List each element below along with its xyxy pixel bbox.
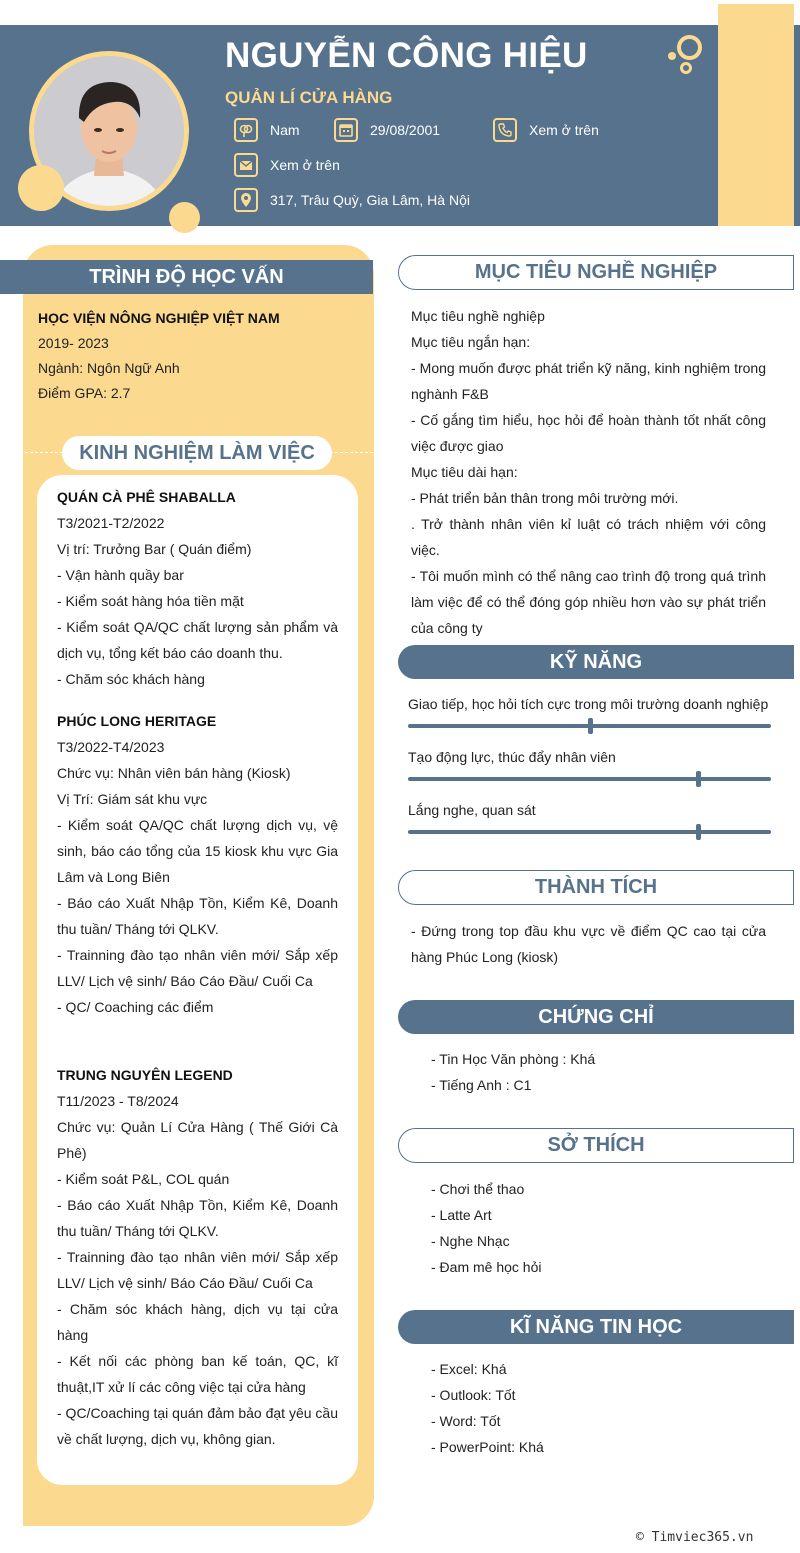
objective-line: Mục tiêu ngắn hạn: <box>411 334 531 350</box>
job-line: - Chăm sóc khách hàng, dịch vụ tại cửa hàng <box>57 1301 338 1343</box>
skill-label: Lắng nghe, quan sát <box>408 802 536 818</box>
it-skills-heading: KĨ NĂNG TIN HỌC <box>398 1310 794 1344</box>
skill-label: Giao tiếp, học hỏi tích cực trong môi trường doanh nghiệp <box>408 696 769 712</box>
job-line: - Kiểm soát P&L, COL quán <box>57 1171 230 1187</box>
job-line: - QC/Coaching tại quán đảm bảo đạt yêu cầu về chất lượng, dịch vụ, không gian. <box>57 1405 338 1447</box>
envelope-icon <box>234 153 258 177</box>
phone-icon <box>493 118 517 142</box>
job-line: - Báo cáo Xuất Nhập Tồn, Kiểm Kê, Doanh thu tuần/ Tháng tới QLKV. <box>57 1197 338 1239</box>
objective-section <box>411 303 766 641</box>
list-item: - PowerPoint: Khá <box>431 1439 544 1455</box>
hobbies-heading: SỞ THÍCH <box>398 1128 794 1163</box>
list-item: - Outlook: Tốt <box>431 1387 516 1403</box>
skill-bar <box>408 830 771 834</box>
job-period: T3/2022-T4/2023 <box>57 739 165 755</box>
list-item: - Word: Tốt <box>431 1413 501 1429</box>
job-line: - Kiểm soát QA/QC chất lượng sản phẩm và dịch vụ, tổng kết báo cáo doanh thu. <box>57 619 338 661</box>
list-item: - Đam mê học hỏi <box>431 1259 542 1275</box>
education-section <box>38 306 358 406</box>
email-info <box>234 153 340 177</box>
it-skills-list <box>431 1356 771 1460</box>
objective-line: - Phát triển bản thân trong môi trường mới. <box>411 490 679 506</box>
decorative-circle-small <box>169 202 200 233</box>
phone-info <box>493 118 599 142</box>
hobbies-list <box>431 1176 771 1280</box>
skill-level-marker <box>588 718 593 734</box>
job-line: - Kết nối các phòng ban kế toán, QC, kĩ thuật,IT xử lí các công việc tại cửa hàng <box>57 1353 338 1395</box>
job-line: Vị Trí: Giám sát khu vực <box>57 791 208 807</box>
header-accent-bar <box>718 4 794 226</box>
list-item: - Nghe Nhạc <box>431 1233 510 1249</box>
gender-icon <box>234 118 258 142</box>
job-company: QUÁN CÀ PHÊ SHABALLA <box>57 489 236 505</box>
decorative-ring <box>677 35 702 60</box>
location-pin-icon <box>234 188 258 212</box>
experience-job <box>57 1062 338 1452</box>
job-company: TRUNG NGUYÊN LEGEND <box>57 1067 233 1083</box>
birthday-info <box>334 118 440 142</box>
certificates-list <box>431 1046 771 1098</box>
job-line: - Trainning đào tạo nhân viên mới/ Sắp xếp LLV/ Lịch vệ sinh/ Báo Cáo Đầu/ Cuối Ca <box>57 1249 338 1291</box>
objective-line: - Tôi muốn mình có thể nâng cao trình độ trong quá trình làm việc để có thể đóng góp nhiều hơn vào sự phát triển của công ty <box>411 568 766 636</box>
objective-line: Mục tiêu nghề nghiệp <box>411 308 545 324</box>
job-period: T3/2021-T2/2022 <box>57 515 165 531</box>
list-item: - Chơi thể thao <box>431 1181 525 1197</box>
job-line: - Báo cáo Xuất Nhập Tồn, Kiểm Kê, Doanh thu tuần/ Tháng tới QLKV. <box>57 895 338 937</box>
address-info <box>234 188 470 212</box>
job-line: Chức vụ: Quản Lí Cửa Hàng ( Thế Giới Cà Phê) <box>57 1119 338 1161</box>
job-line: - Trainning đào tạo nhân viên mới/ Sắp xếp LLV/ Lịch vệ sinh/ Báo Cáo Đầu/ Cuối Ca <box>57 947 338 989</box>
job-line: - Chăm sóc khách hàng <box>57 671 205 687</box>
objective-line: Mục tiêu dài hạn: <box>411 464 518 480</box>
education-gpa: Điểm GPA: 2.7 <box>38 385 131 401</box>
decorative-ring-small <box>680 62 692 74</box>
calendar-icon <box>334 118 358 142</box>
job-company: PHÚC LONG HERITAGE <box>57 713 217 729</box>
job-line: Vị trí: Trưởng Bar ( Quán điểm) <box>57 541 252 557</box>
achievements-heading: THÀNH TÍCH <box>398 870 794 905</box>
address-value: 317, Trâu Quỳ, Gia Lâm, Hà Nội <box>270 192 470 208</box>
phone-value: Xem ở trên <box>529 122 599 138</box>
job-line: - Kiểm soát hàng hóa tiền mặt <box>57 593 244 609</box>
candidate-name: NGUYỄN CÔNG HIỆU <box>225 36 588 75</box>
job-line: Chức vụ: Nhân viên bán hàng (Kiosk) <box>57 765 291 781</box>
job-line: - Vận hành quầy bar <box>57 567 184 583</box>
gender-info <box>234 118 300 142</box>
certificates-heading: CHỨNG CHỈ <box>398 1000 794 1034</box>
job-line: - QC/ Coaching các điểm <box>57 999 214 1015</box>
candidate-job-title: QUẢN LÍ CỬA HÀNG <box>225 88 393 107</box>
objective-line: - Mong muốn được phát triển kỹ năng, kinh nghiệm trong nghành F&B <box>411 360 766 402</box>
education-years: 2019- 2023 <box>38 335 109 351</box>
objective-heading: MỤC TIÊU NGHỀ NGHIỆP <box>398 255 794 290</box>
birthday-value: 29/08/2001 <box>370 122 441 138</box>
experience-heading: KINH NGHIỆM LÀM VIỆC <box>62 436 332 470</box>
job-period: T11/2023 - T8/2024 <box>57 1093 179 1109</box>
decorative-circle-large <box>18 165 64 211</box>
list-item: - Tiếng Anh : C1 <box>431 1077 532 1093</box>
experience-job <box>57 484 338 692</box>
skill-bar <box>408 724 771 728</box>
decorative-dot <box>668 52 676 60</box>
skill-level-marker <box>696 824 701 840</box>
education-major: Ngành: Ngôn Ngữ Anh <box>38 360 180 376</box>
education-school: HỌC VIỆN NÔNG NGHIỆP VIỆT NAM <box>38 310 280 326</box>
education-heading: TRÌNH ĐỘ HỌC VẤN <box>0 260 373 294</box>
skill-bar <box>408 777 771 781</box>
skill-level-marker <box>696 771 701 787</box>
footer-watermark: © Timviec365.vn <box>636 1530 754 1545</box>
email-value: Xem ở trên <box>270 157 340 173</box>
list-item: - Latte Art <box>431 1207 492 1223</box>
skill-label: Tạo động lực, thúc đẩy nhân viên <box>408 749 616 765</box>
objective-line: - Cố gắng tìm hiểu, học hỏi để hoàn thành tốt nhất công việc được giao <box>411 412 766 454</box>
list-item: - Excel: Khá <box>431 1361 507 1377</box>
experience-job <box>57 708 338 1020</box>
list-item: - Tin Học Văn phòng : Khá <box>431 1051 596 1067</box>
job-line: - Kiểm soát QA/QC chất lượng dịch vụ, vệ sinh, báo cáo tổng của 15 kiosk khu vực Gia Lâm và Long Biên <box>57 817 338 885</box>
objective-line: . Trở thành nhân viên kỉ luật có trách nhiệm với công việc. <box>411 516 766 558</box>
skills-heading: KỸ NĂNG <box>398 645 794 679</box>
gender-value: Nam <box>270 122 300 138</box>
achievements-text: - Đứng trong top đầu khu vực về điểm QC cao tại cửa hàng Phúc Long (kiosk) <box>411 923 766 965</box>
